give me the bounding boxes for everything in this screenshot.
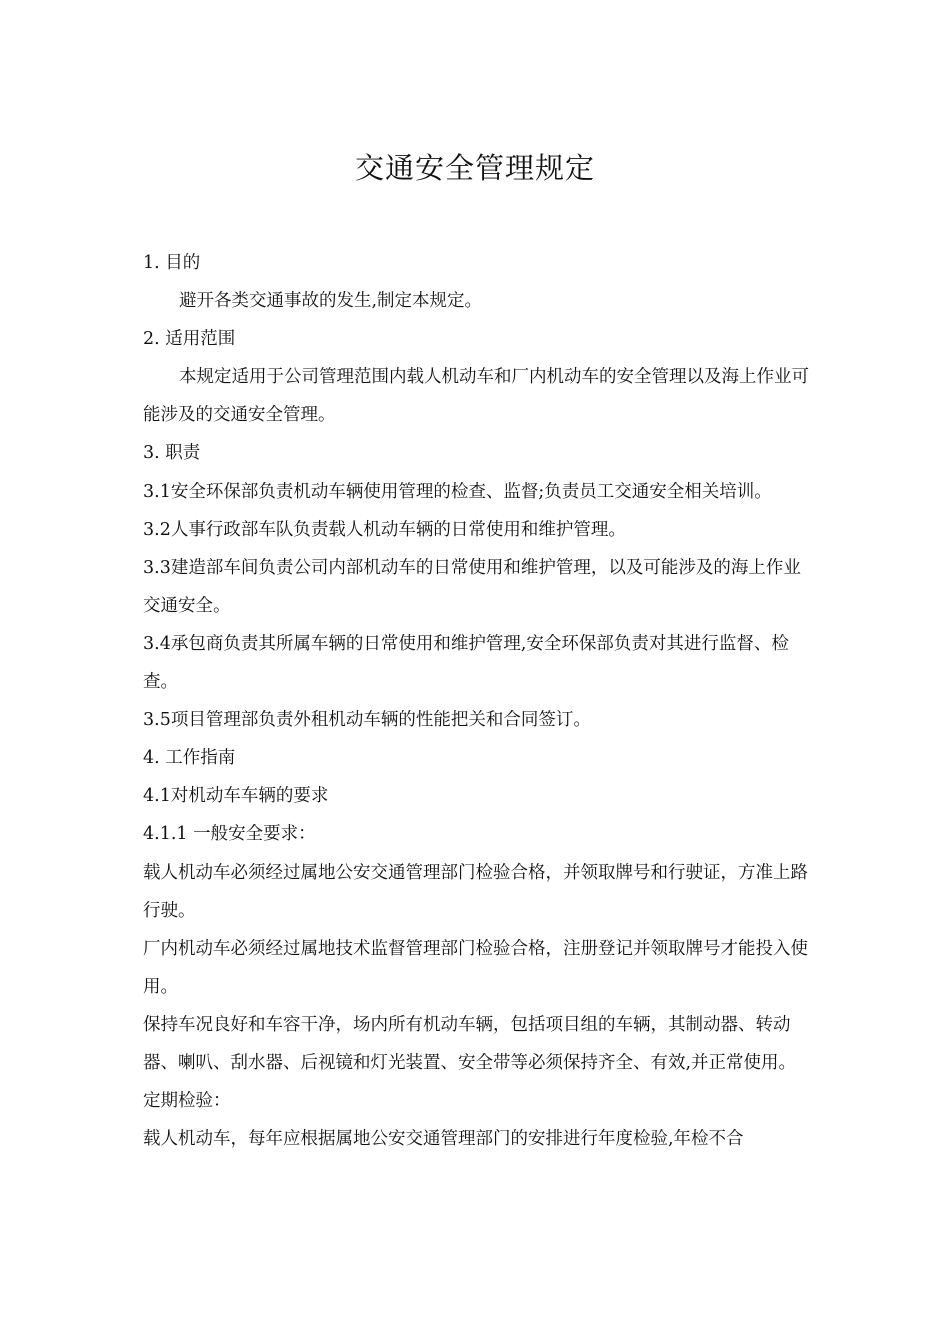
paragraph-scope: 本规定适用于公司管理范围内载人机动车和厂内机动车的安全管理以及海上作业可能涉及的交通安全管理。 [143,367,809,426]
clause-3-3: 3.3建造部车间负责公司内部机动车的日常使用和维护管理，以及可能涉及的海上作业交通安全。 [143,557,801,616]
heading-scope: 2. 适用范围 [143,329,236,350]
paragraph-annual-inspection: 载人机动车，每年应根据属地公安交通管理部门的安排进行年度检验,年检不合 [143,1129,744,1150]
paragraph-plant-vehicle: 厂内机动车必须经过属地技术监督管理部门检验合格，注册登记并领取牌号才能投入使用。 [143,938,808,997]
clause-4-1-1: 4.1.1 一般安全要求： [143,824,316,845]
heading-purpose: 1. 目的 [143,253,201,273]
paragraph-vehicle-condition: 保持车况良好和车容干净，场内所有机动车辆，包括项目组的车辆，其制动器、转动器、喇叭、刮水器、后视镜和灯光装置、安全带等必须保持齐全、有效,并正常使用。 [143,1014,797,1073]
paragraph-periodic-inspection-heading: 定期检验： [143,1091,231,1112]
clause-3-2: 3.2人事行政部车队负责载人机动车辆的日常使用和维护管理。 [143,519,626,540]
clause-3-1: 3.1安全环保部负责机动车辆使用管理的检查、监督;负责员工交通安全相关培训。 [143,481,772,502]
document-title: 交通安全管理规定 [354,151,595,185]
clause-3-5: 3.5项目管理部负责外租机动车辆的性能把关和合同签订。 [143,710,591,731]
document-body [143,244,818,1158]
heading-responsibilities: 3. 职责 [143,443,201,464]
paragraph-passenger-vehicle: 载人机动车必须经过属地公安交通管理部门检验合格，并领取牌号和行驶证，方准上路行驶。 [143,862,808,921]
clause-3-4: 3.4承包商负责其所属车辆的日常使用和维护管理,安全环保部负责对其进行监督、检查。 [143,633,789,693]
paragraph-purpose: 避开各类交通事故的发生,制定本规定。 [179,291,483,312]
heading-work-guide: 4. 工作指南 [143,748,236,769]
clause-4-1: 4.1对机动车车辆的要求 [143,786,329,807]
